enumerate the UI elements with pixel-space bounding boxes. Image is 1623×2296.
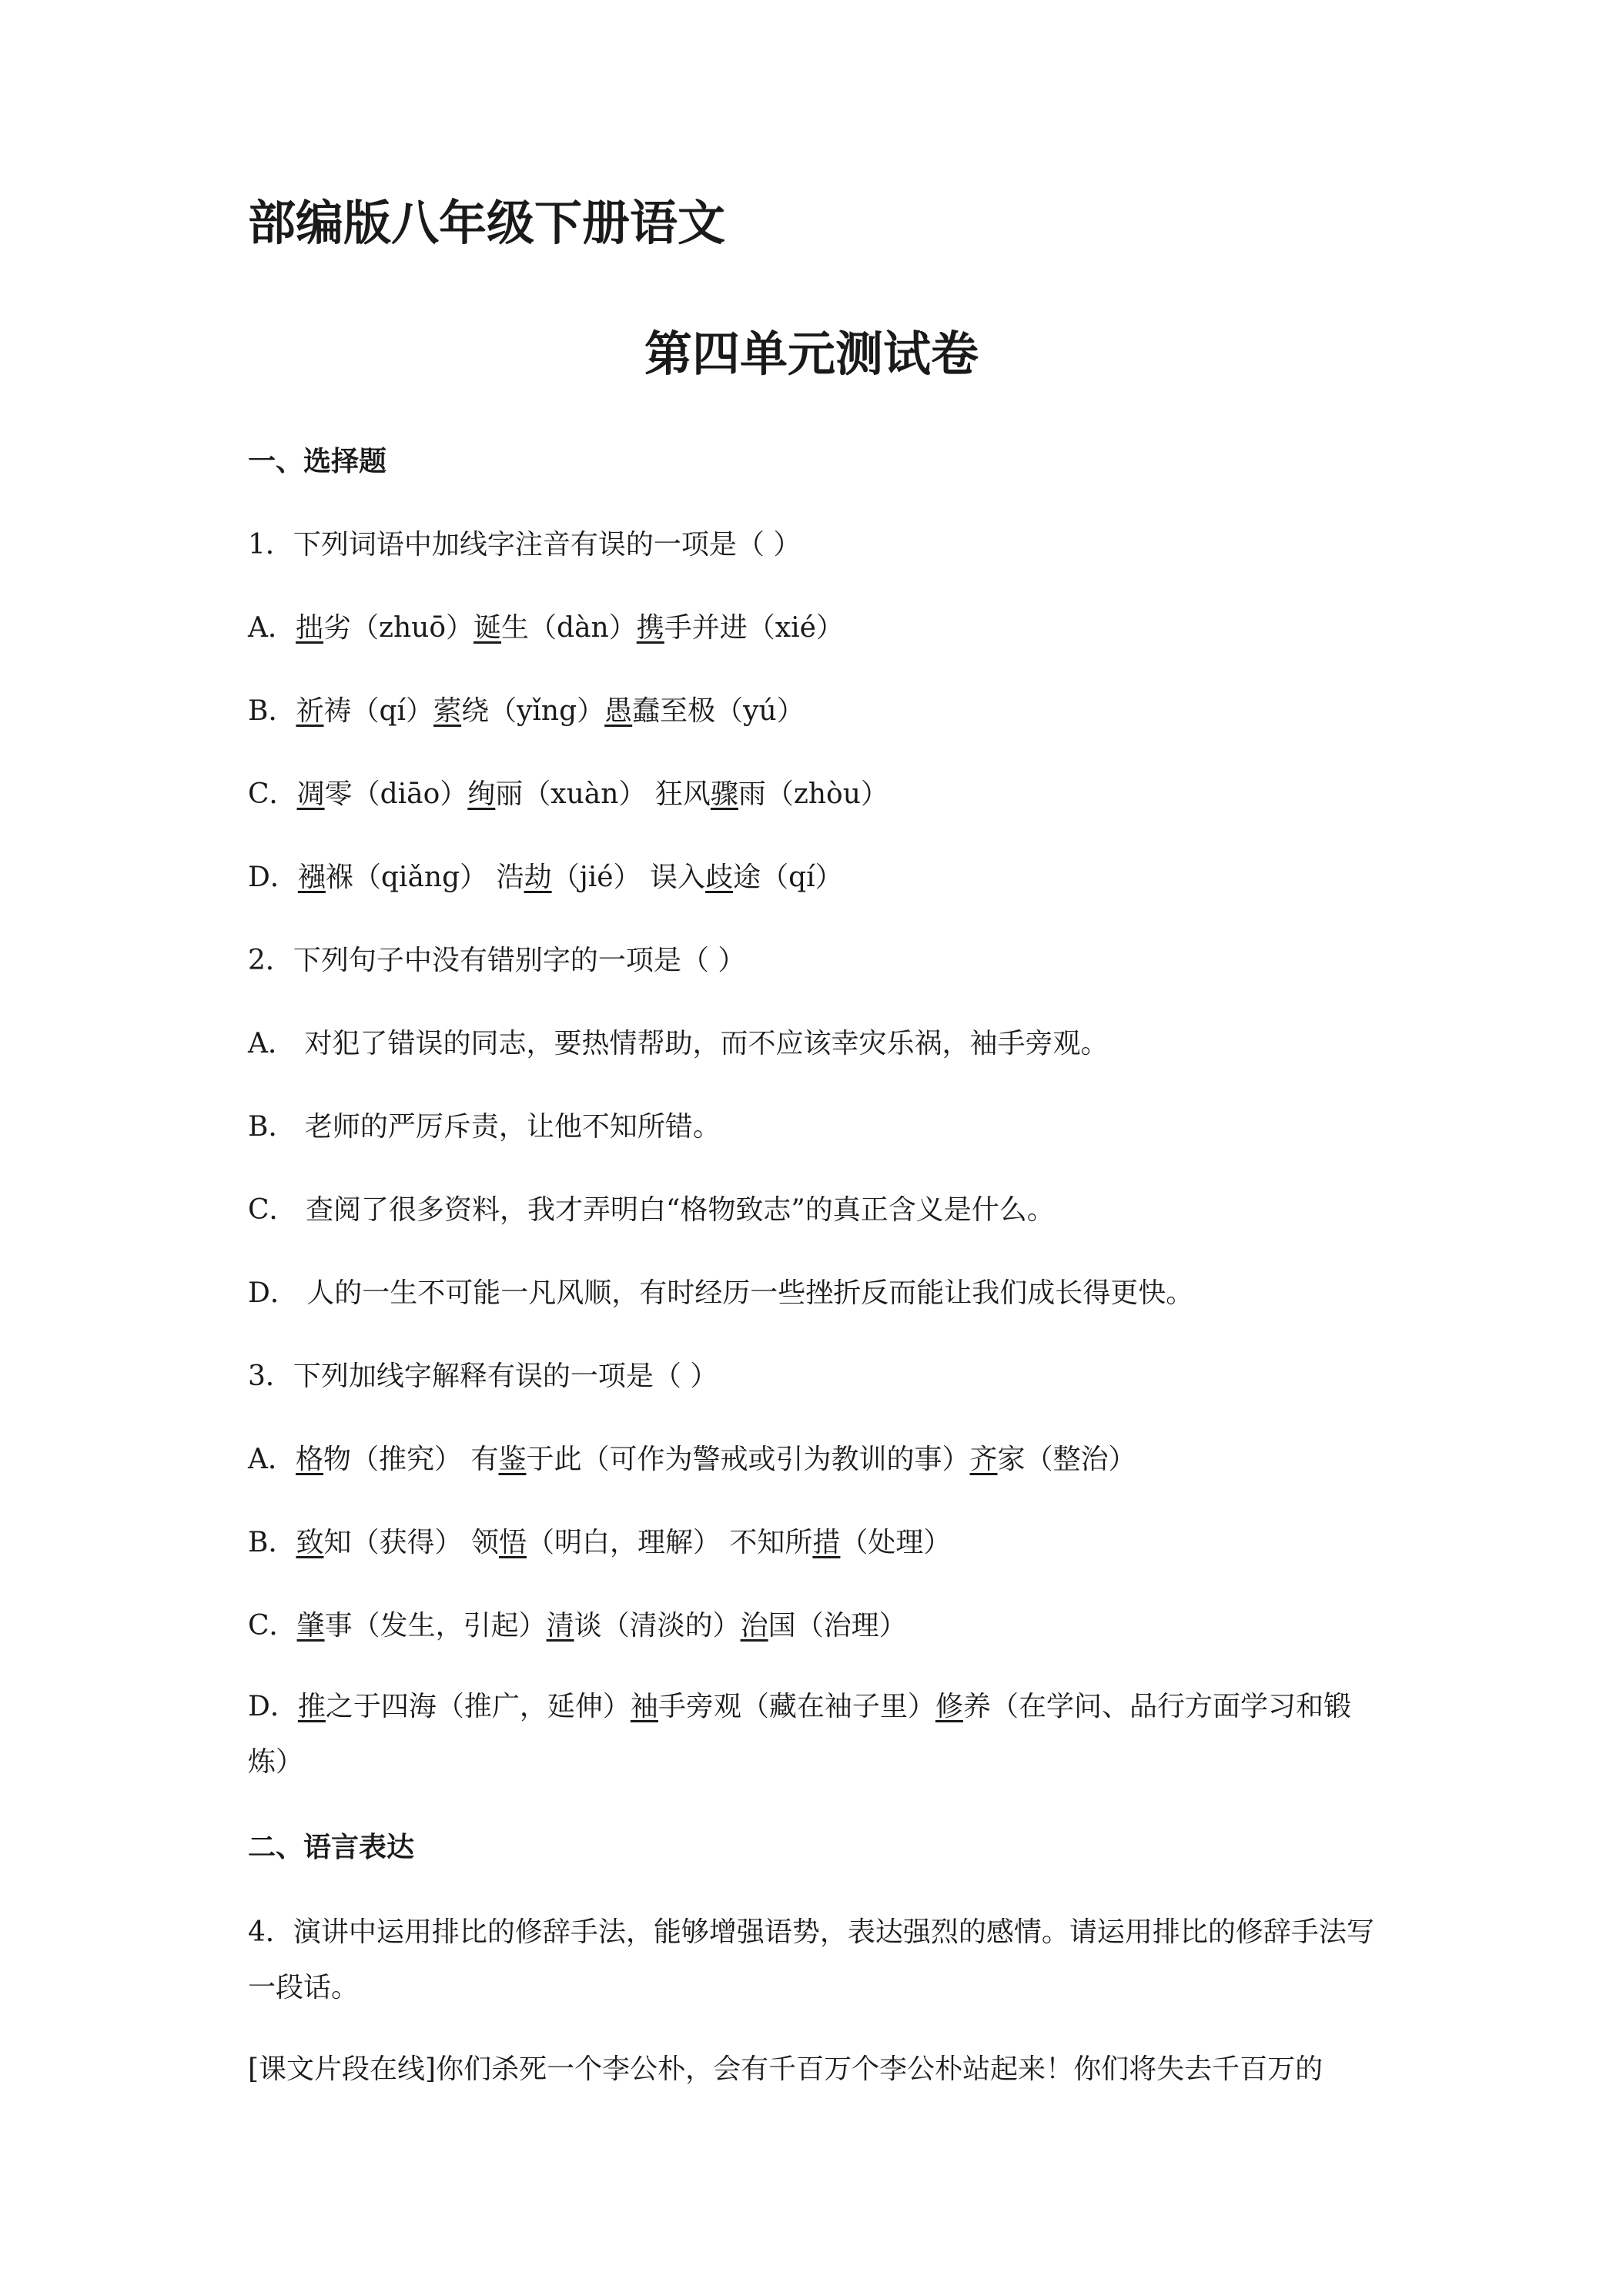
underlined-character: 祈 [296,695,324,727]
section-heading-language: 二、语言表达 [248,1832,415,1863]
question-3-option-c: C．肇事（发生，引起）清谈（清淡的）治国（治理） [248,1610,907,1642]
underlined-character: 诞 [474,612,502,644]
underlined-character: 清 [546,1610,574,1642]
option-text: （jié） 误入 [551,862,706,893]
underlined-character: 修 [935,1691,963,1722]
underlined-character: 格 [296,1444,324,1475]
option-text: 知（获得） 领 [323,1527,499,1558]
option-text: 生（dàn） [501,612,637,644]
option-text: 丽（xuàn） 狂风 [495,778,711,810]
question-1-option-c: C．凋零（diāo）绚丽（xuàn） 狂风骤雨（zhòu） [248,778,888,810]
underlined-character: 劫 [524,862,552,893]
option-text: 国（治理） [768,1610,907,1642]
underlined-character: 鉴 [498,1444,527,1475]
question-2-option-b: B． 老师的严厉斥责，让他不知所错。 [248,1111,721,1143]
option-text: 事（发生，引起） [324,1610,547,1642]
question-2-stem: 2．下列句子中没有错别字的一项是（ ） [248,945,746,976]
underlined-character: 推 [297,1691,326,1722]
option-text: 于此（可作为警戒或引为教训的事） [526,1444,970,1475]
question-1-stem: 1．下列词语中加线字注音有误的一项是（ ） [248,529,801,561]
question-3-stem: 3．下列加线字解释有误的一项是（ ） [248,1361,718,1392]
option-text: 蠢至极（yú） [632,695,805,727]
underlined-character: 携 [636,612,664,644]
option-text: 劣（zhuō） [323,612,474,644]
option-text: （明白，理解） 不知所 [526,1527,813,1558]
document-title: 部编版八年级下册语文 [248,195,726,251]
question-3-option-b: B．致知（获得） 领悟（明白，理解） 不知所措（处理） [248,1527,952,1558]
option-text: 物（推究） 有 [323,1444,499,1475]
option-text: （处理） [840,1527,952,1558]
question-3-option-d: D．推之于四海（推广，延伸）袖手旁观（藏在袖子里）修养（在学问、品行方面学习和锻炼） [248,1691,1351,1778]
option-text: 祷（qí） [323,695,434,727]
option-text: 家（整治） [997,1444,1136,1475]
option-text: 途（qí） [733,862,843,893]
question-4-excerpt: [课文片段在线]你们杀死一个李公朴，会有千百万个李公朴站起来！你们将失去千百万的 [248,2053,1323,2085]
underlined-character: 歧 [705,862,734,893]
document-subtitle: 第四单元测试卷 [644,326,979,382]
underlined-character: 治 [740,1610,768,1642]
question-2-option-d: D． 人的一生不可能一凡风顺，有时经历一些挫折反而能让我们成长得更快。 [248,1277,1194,1309]
question-1-option-d: D．襁褓（qiǎng） 浩劫（jié） 误入歧途（qí） [248,862,843,893]
question-3-option-a: A．格物（推究） 有鉴于此（可作为警戒或引为教训的事）齐家（整治） [248,1444,1136,1475]
underlined-character: 悟 [498,1527,527,1558]
option-text: 之于四海（推广，延伸） [325,1691,631,1722]
underlined-character: 袖 [630,1691,658,1722]
option-text: 零（diāo） [324,778,468,810]
underlined-character: 绚 [467,778,496,810]
option-text: 手旁观（藏在袖子里） [658,1691,935,1722]
question-4-stem: 4．演讲中运用排比的修辞手法，能够增强语势，表达强烈的感情。请运用排比的修辞手法写一段话。 [248,1916,1374,2003]
underlined-character: 愚 [604,695,633,727]
underlined-character: 齐 [969,1444,998,1475]
option-text: 褓（qiǎng） 浩 [325,862,524,893]
question-2-option-c: C． 查阅了很多资料，我才弄明白“格物致志”的真正含义是什么。 [248,1194,1055,1226]
underlined-character: 襁 [297,862,326,893]
underlined-character: 肇 [296,1610,325,1642]
underlined-character: 萦 [433,695,462,727]
option-text: 绕（yǐng） [461,695,605,727]
underlined-character: 骤 [710,778,738,810]
option-text: 雨（zhòu） [738,778,888,810]
underlined-character: 措 [812,1527,841,1558]
underlined-character: 拙 [296,612,324,644]
question-1-option-b: B．祈祷（qí）萦绕（yǐng）愚蠢至极（yú） [248,695,805,727]
option-text: 养（在学问、品行方面学习和锻炼） [248,1691,1351,1778]
question-1-option-a: A．拙劣（zhuō）诞生（dàn）携手并进（xié） [248,612,844,644]
underlined-character: 凋 [296,778,325,810]
section-heading-choice: 一、选择题 [248,446,387,477]
question-2-option-a: A． 对犯了错误的同志，要热情帮助，而不应该幸灾乐祸，袖手旁观。 [248,1028,1109,1059]
option-text: 谈（清淡的） [574,1610,741,1642]
option-text: 手并进（xié） [664,612,844,644]
underlined-character: 致 [296,1527,324,1558]
